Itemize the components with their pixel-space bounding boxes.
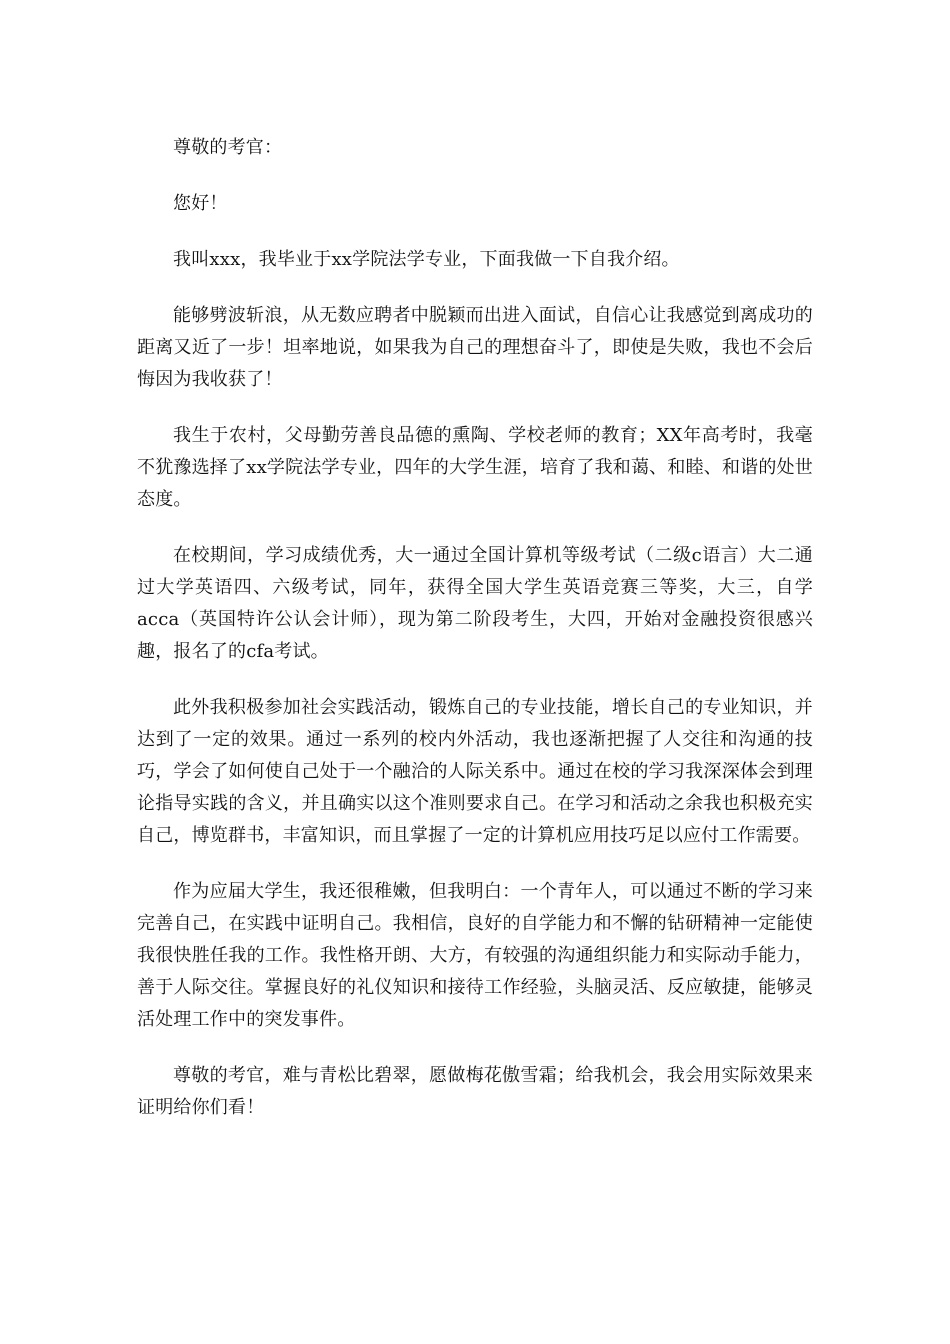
paragraph-confidence: 能够劈波斩浪，从无数应聘者中脱颖而出进入面试，自信心让我感觉到离成功的距离又近了一步！坦率地说，如果我为自己的理想奋斗了，即使是失败，我也不会后悔因为我收获了！ [137, 305, 813, 390]
letter-salutation: 尊敬的考官： [173, 137, 283, 158]
paragraph-personality: 作为应届大学生，我还很稚嫩，但我明白：一个青年人，可以通过不断的学习来完善自己，在实践中证明自己。我相信，良好的自学能力和不懈的钻研精神一定能使我很快胜任我的工作。我性格开朗、大方，有较强的沟通组织能力和实际动手能力，善于人际交往。掌握良好的礼仪知识和接待工作经验，头脑灵活、反应敏捷，能够灵活处理工作中的突发事件。 [137, 881, 813, 1030]
letter-greeting: 您好！ [173, 193, 228, 214]
paragraph-academics: 在校期间，学习成绩优秀，大一通过全国计算机等级考试（二级c语言）大二通过大学英语四、六级考试，同年，获得全国大学生英语竞赛三等奖，大三，自学acca（英国特许公认会计师），现为第二阶段考生，大四，开始对金融投资很感兴趣，报名了的cfa考试。 [137, 545, 813, 662]
paragraph-activities: 此外我积极参加社会实践活动，锻炼自己的专业技能，增长自己的专业知识，并达到了一定的效果。通过一系列的校内外活动，我也逐渐把握了人交往和沟通的技巧，学会了如何使自己处于一个融洽的人际关系中。通过在校的学习我深深体会到理论指导实践的含义，并且确实以这个准则要求自己。在学习和活动之余我也积极充实自己，博览群书，丰富知识，而且掌握了一定的计算机应用技巧足以应付工作需要。 [137, 697, 813, 846]
paragraph-closing: 尊敬的考官，难与青松比碧翠，愿做梅花傲雪霜；给我机会，我会用实际效果来证明给你们看！ [137, 1065, 813, 1118]
paragraph-introduction: 我叫xxx，我毕业于xx学院法学专业，下面我做一下自我介绍。 [173, 249, 680, 270]
paragraph-background: 我生于农村，父母勤劳善良品德的熏陶、学校老师的教育；XX年高考时，我毫不犹豫选择了xx学院法学专业，四年的大学生涯，培育了我和蔼、和睦、和谐的处世态度。 [137, 425, 813, 510]
letter-body [137, 132, 813, 1148]
